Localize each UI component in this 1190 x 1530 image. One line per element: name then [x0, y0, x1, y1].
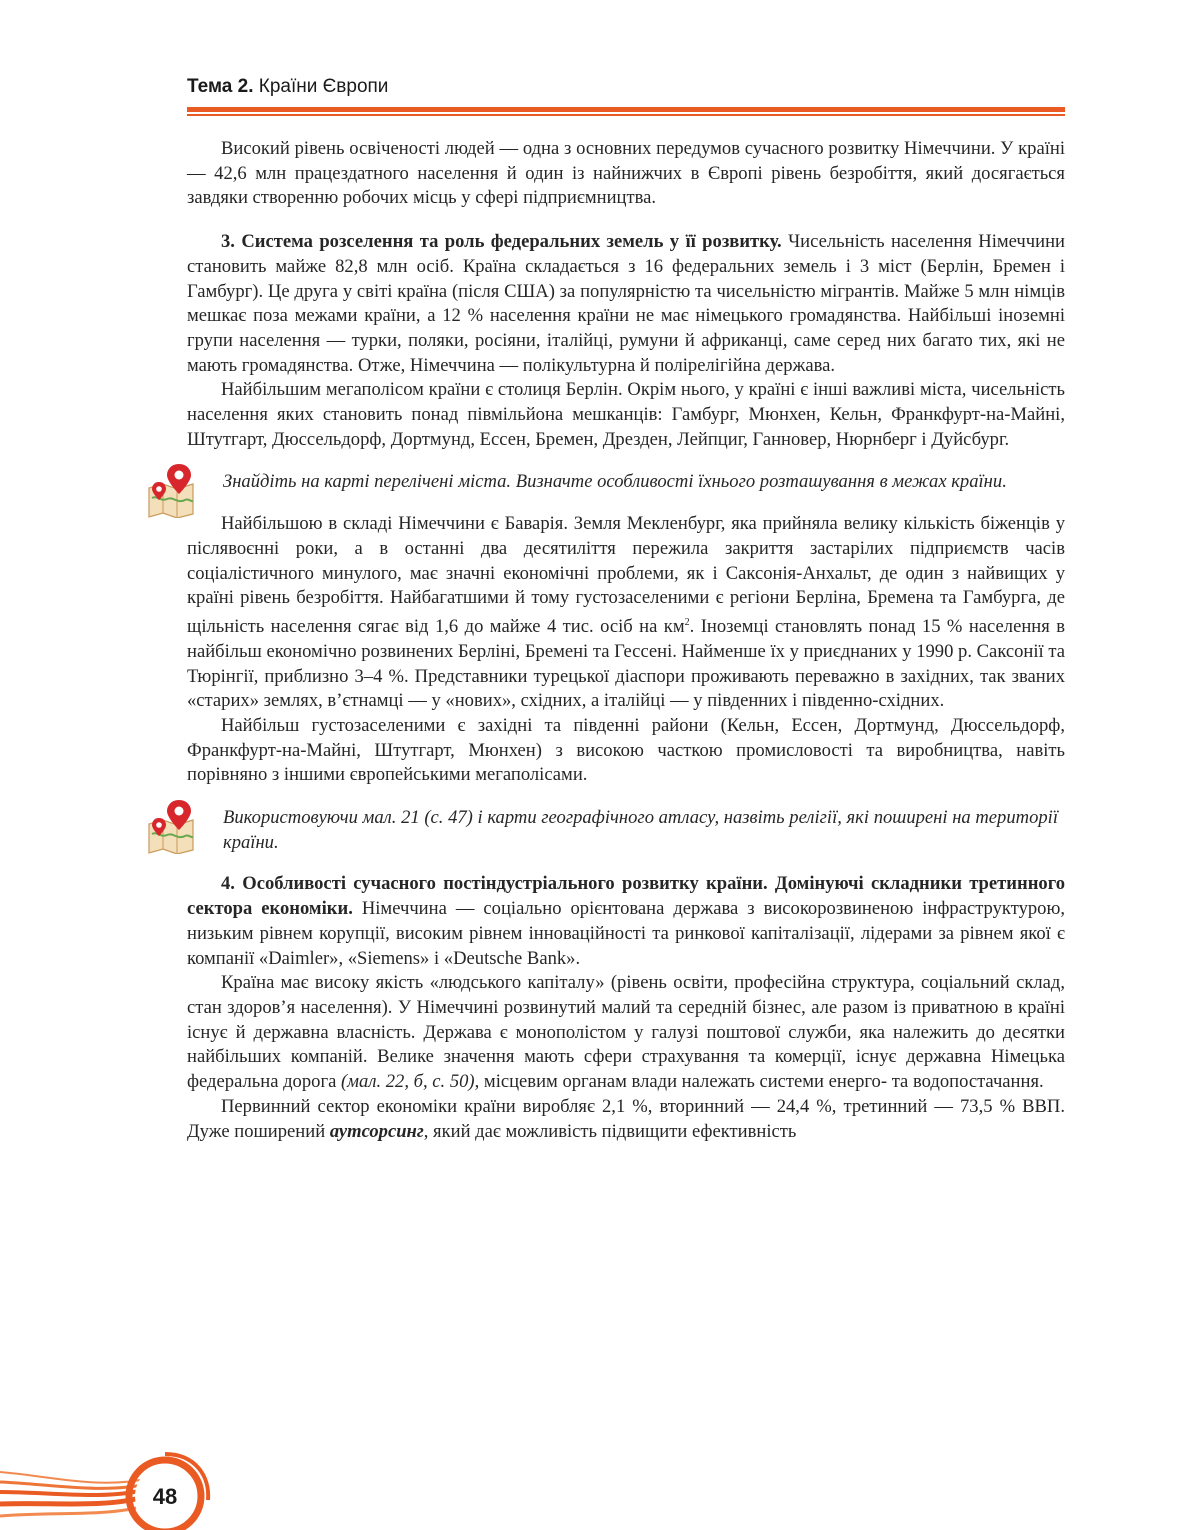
section-heading: 3. Система розселення та роль федеральних земель у її розвитку. — [221, 231, 782, 253]
paragraph — [187, 971, 1065, 1095]
paragraph — [187, 230, 1065, 378]
topic-title: Країни Європи — [258, 76, 389, 97]
paragraph-text: Німеччина — соціально орієнтована держава з високорозвиненою інфраструктурою, низьким рівнем корупції, високим рівнем інноваційності та ринкової капіталізації, лідерами за рівнем якої є компанії «Daimler», «Siemens» і «Deutsche Bank». — [187, 898, 1065, 969]
topic-label: Тема 2. — [187, 76, 254, 97]
map-pin-icon — [147, 462, 199, 518]
task-text: Знайдіть на карті перелічені міста. Визначте особливості їхнього розташування в межах країни. — [223, 471, 1007, 493]
paragraph — [187, 1095, 1065, 1144]
paragraph — [187, 512, 1065, 714]
paragraph-text: , який дає можливість підвищити ефективність — [423, 1120, 797, 1142]
paragraph-text: Первинний сектор економіки країни виробляє 2,1 %, вторинний — 24,4 %, третинний — 73,5 % ВВП. Дуже поширений — [187, 1095, 1065, 1142]
header-rule-thin — [187, 114, 1065, 116]
task-block — [187, 806, 1065, 855]
paragraph-text: , місцевим органам влади належать системи енерго- та водопостачання. — [474, 1071, 1044, 1093]
key-term: аутсорсинг — [329, 1120, 424, 1142]
task-block — [187, 470, 1065, 495]
header-rule-thick — [187, 107, 1065, 112]
paragraph — [187, 872, 1065, 971]
figure-reference: (мал. 22, б, с. 50) — [340, 1071, 475, 1093]
paragraph-text: . Іноземці становлять понад 15 % населення в найбільш економічно розвинених Берліні, Бремені та Гессені. Найменше їх у приєднаних у 1990 р. Саксонії та Тюрінгії, приблизно 3–4 %. Представники турецької діаспори проживають переважно в західних, так званих «старих» землях, в’єтнамці — у «нових», східних, а італійці — у південних і південно-східних. — [187, 616, 1065, 712]
paragraph-text: Чисельність населення Німеччини становить майже 82,8 млн осіб. Країна складається з 16 федеральних земель і 3 міст (Берлін, Бремен і Гамбург). Це друга у світі країна (після США) за популярністю та чисельністю мігрантів. Майже 5 млн німців мешкає поза межами країни, а 12 % населення країни не має німецького громадянства. Найбільші іноземні групи населення — турки, поляки, росіяни, італійці, румуни й африканці, саме серед них багато тих, які не мають громадянства. Отже, Німеччина — полікультурна й поліpелігійна держава. — [187, 231, 1065, 376]
paragraph-text: Найбільшою в складі Німеччини є Баварія. Земля Мекленбург, яка прийняла велику кількість біженців у післявоєнні роки, а в останні два десятиліття пережила закриття застарілих підприємств часів соціалістичного минулого, має значні економічні проблеми, як і Саксонія-Анхальт, де один з найвищих у країні рівень безробіття. Найбагатшими й тому густозаселеними є регіони Берліна, Бремена та Гамбурга, де щільність населення сягає від 1,6 до майже 4 тис. осіб на км — [187, 513, 1065, 638]
paragraph: Високий рівень освіченості людей — одна з основних передумов сучасного розвитку Німеччини. У країні — 42,6 млн працездатного населення й один із найнижчих в Європі рівень безробіття, який досягається завдяки створенню робочих місць у сфері підприємництва. — [187, 138, 1065, 209]
map-pin-icon — [147, 798, 199, 854]
paragraph: Найбільш густозаселеними є західні та південні райони (Кельн, Ессен, Дортмунд, Дюссельдорф, Франкфурт-на-Майні, Штутгарт, Мюнхен) з високою часткою промисловості та виробництва, навіть порівняно з іншими європейськими мегаполісами. — [187, 714, 1065, 786]
task-text: Використовуючи мал. 21 (с. 47) і карти географічного атласу, назвіть релігії, які поширені на території країни. — [223, 807, 1059, 853]
page-number: 48 — [152, 1484, 178, 1509]
page-header — [187, 76, 388, 98]
paragraph: Найбільшим мегаполісом країни є столиця Берлін. Окрім нього, у країні є інші важливі міста, чисельність населення яких становить понад півмільйона мешканців: Гамбург, Мюнхен, Кельн, Франкфурт-на-Майні, Штутгарт, Дюссельдорф, Дортмунд, Ессен, Бремен, Дрезден, Лейпциг, Ганновер, Нюрнберг і Дуйсбург. — [187, 379, 1065, 450]
main-text — [187, 137, 1065, 1144]
section-heading: 4. Особливості сучасного постіндустріального розвитку країни. Домінуючі складники третинного сектора економіки. — [187, 873, 1065, 920]
superscript: 2 — [684, 616, 690, 628]
paragraph-text: Країна має високу якість «людського капіталу» (рівень освіти, професійна структура, соціальний склад, стан здоров’я населення). У Німеччині розвинутий малий та середній бізнес, але разом із приватною в країні існує й державна власність. Держава є монополістом у галузі поштової служби, яка належить до десятки найбільших компаній. Велике значення мають сфери страхування та комерції, існує державна Німецька федеральна дорога — [187, 972, 1065, 1093]
